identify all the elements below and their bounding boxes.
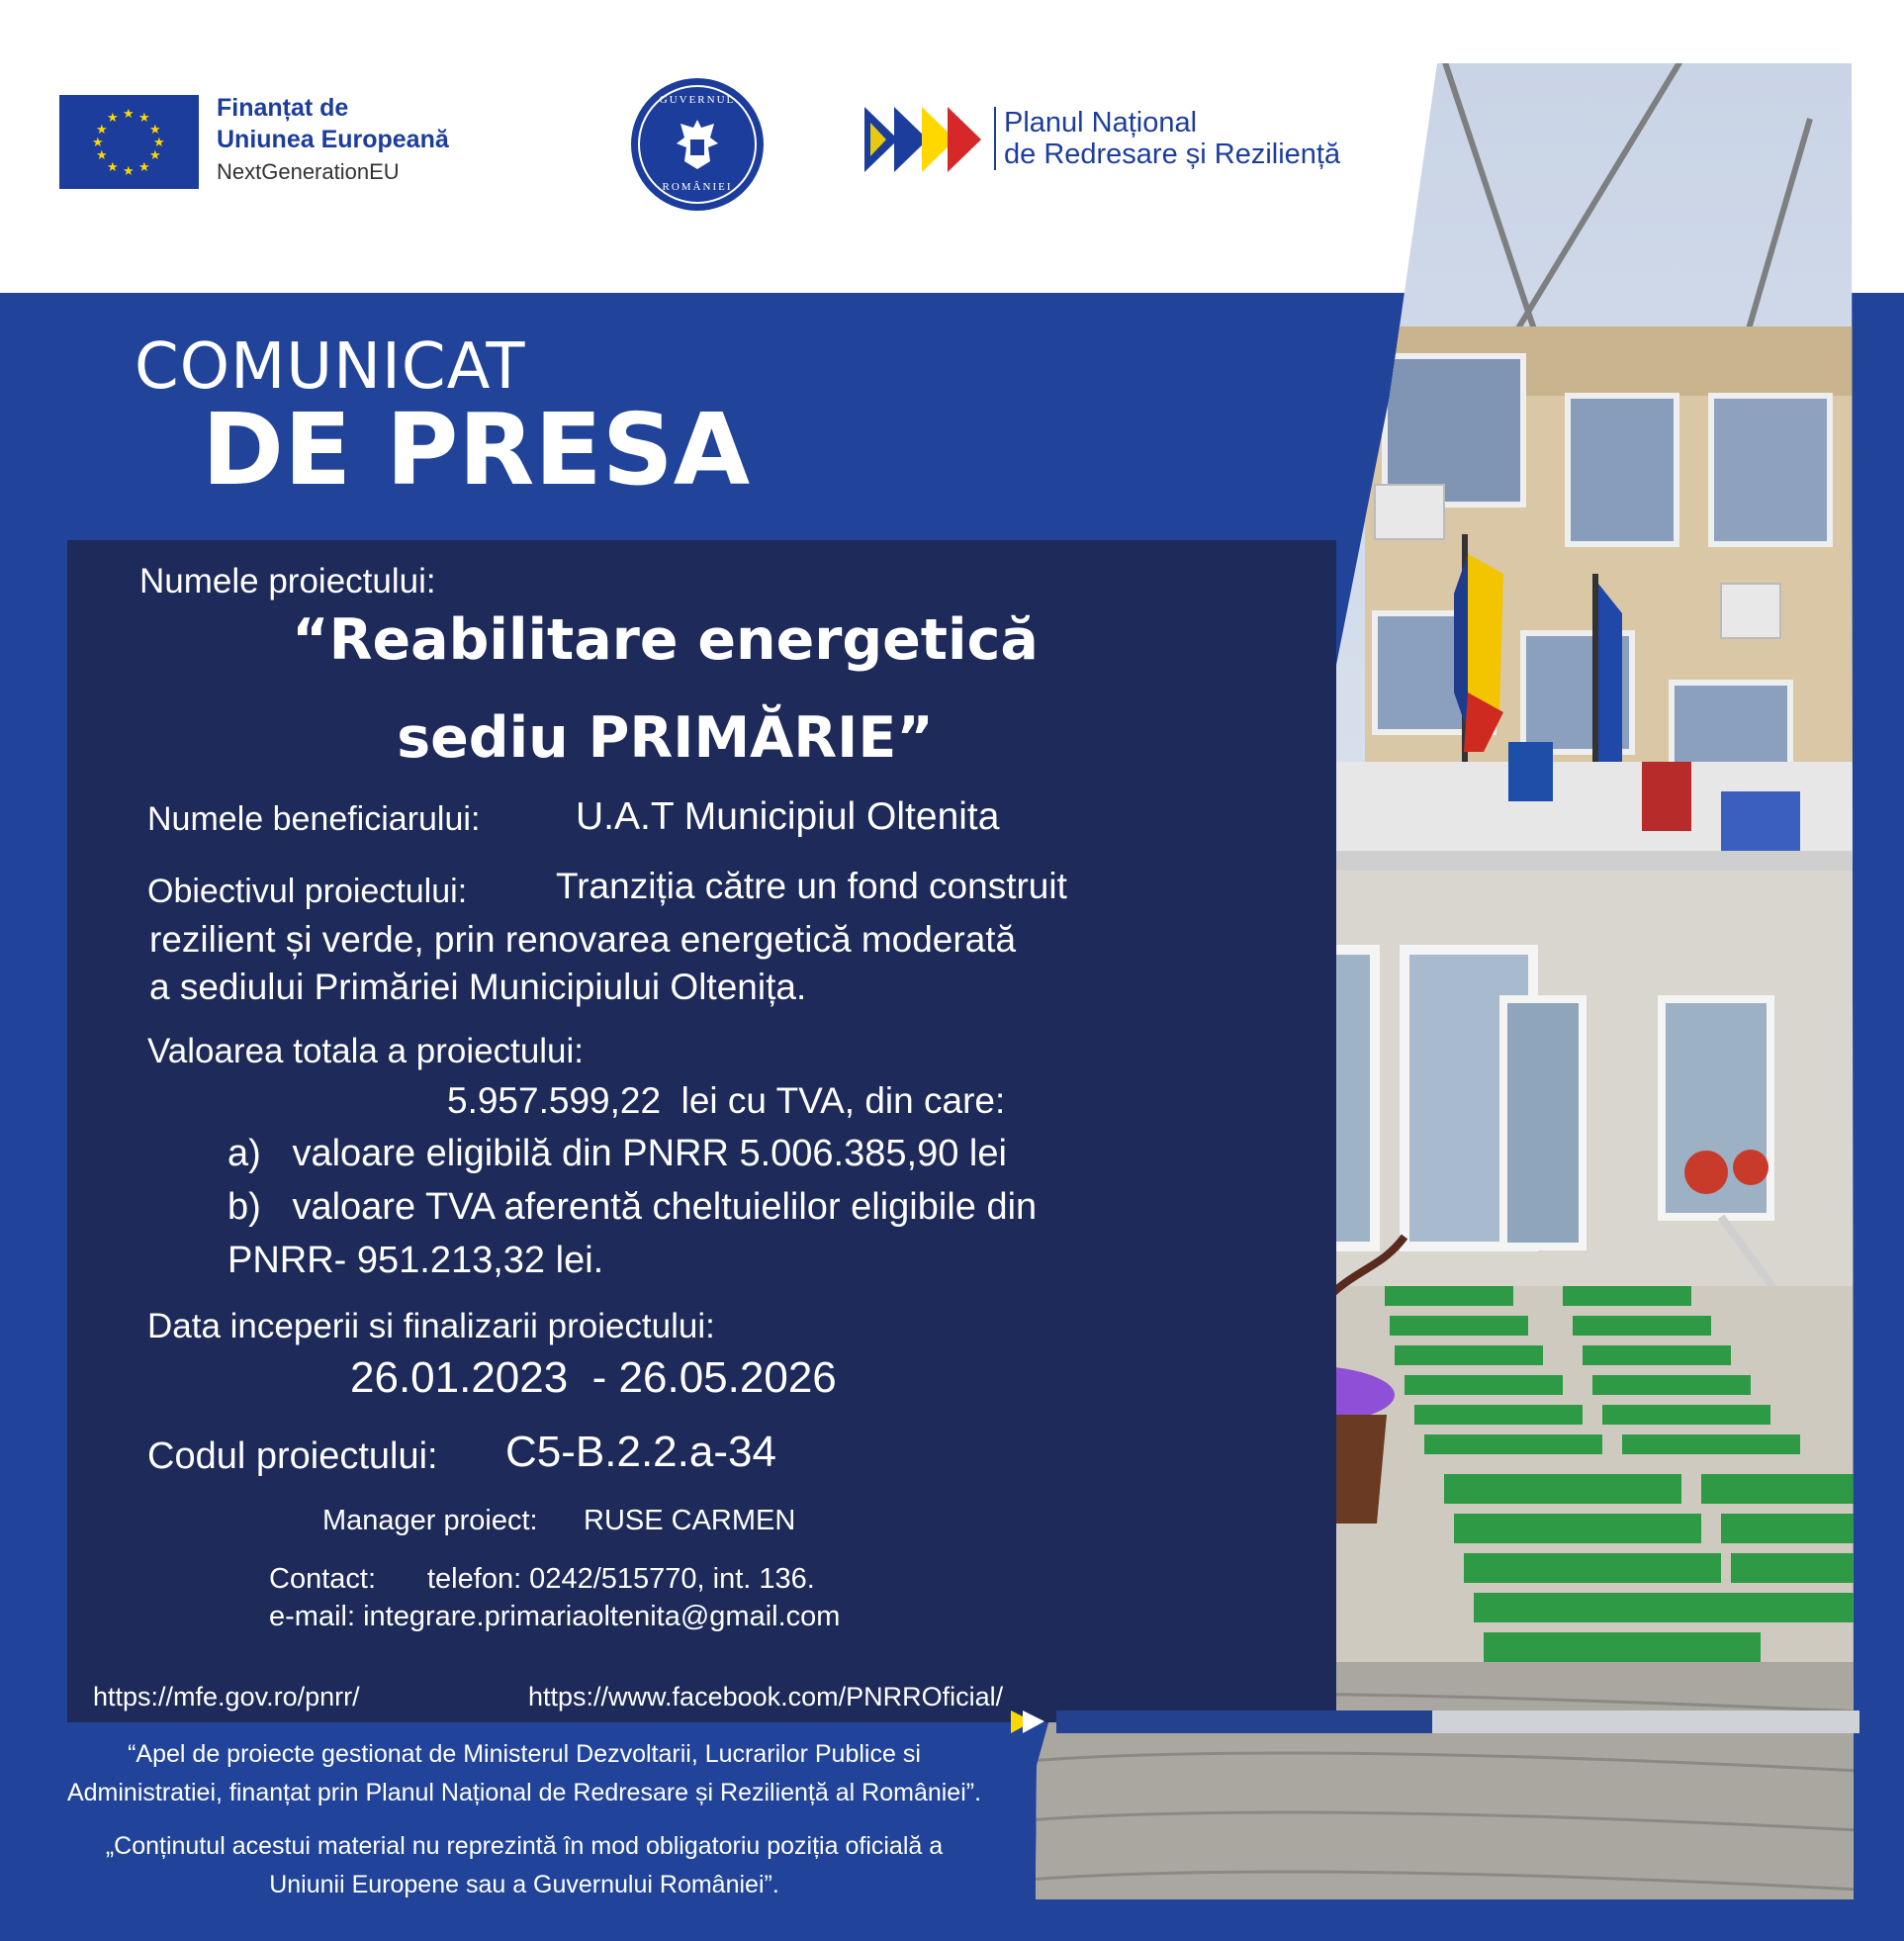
government-seal-logo (631, 78, 764, 211)
beneficiary-label: Numele beneficiarului: (147, 800, 481, 838)
beneficiary-value: U.A.T Municipiul Oltenita (576, 795, 1000, 838)
contact-phone: telefon: 0242/515770, int. 136. (427, 1563, 815, 1595)
project-name-label: Numele proiectului: (139, 562, 436, 601)
code-label: Codul proiectului: (147, 1435, 438, 1477)
eagle-icon (675, 118, 720, 171)
footer-line-1: “Apel de proiecte gestionat de Ministerul Dezvoltarii, Lucrarilor Publice si (128, 1740, 921, 1768)
code-value: C5-B.2.2.a-34 (505, 1428, 776, 1476)
value-vat-line-1: b) valoare TVA aferentă cheltuielilor eligibile din (227, 1186, 1038, 1228)
manager-value: RUSE CARMEN (584, 1505, 796, 1536)
footer-line-4: Uniunii Europene sau a Guvernului României”. (269, 1871, 779, 1898)
divider-bar-light (1432, 1710, 1859, 1733)
link-mfe[interactable]: https://mfe.gov.ro/pnrr/ (93, 1682, 360, 1711)
eu-flag-icon: ★ ★ ★ ★ ★ ★ ★ ★ ★ ★ ★ ★ (59, 95, 199, 189)
pnrr-line-1: Planul Național (1004, 107, 1198, 139)
project-name-line-2: sediu PRIMĂRIE” (397, 705, 934, 771)
eu-line-2: Uniunea Europeană (217, 126, 449, 153)
pnrr-line-2: de Redresare și Reziliență (1004, 139, 1341, 170)
arrow-icon (1011, 1710, 1056, 1733)
objective-line-3: a sediului Primăriei Municipiului Oltenița. (149, 967, 807, 1007)
footer-line-3: „Conținutul acestui material nu reprezintă în mod obligatoriu poziția oficială a (105, 1832, 944, 1860)
dates-label: Data inceperii si finalizarii proiectului: (147, 1307, 715, 1345)
value-vat-line-2: PNRR- 951.213,32 lei. (227, 1240, 604, 1281)
eu-funding-text (217, 92, 449, 189)
value-label: Valoarea totala a proiectului: (147, 1032, 585, 1070)
value-eligible: a) valoare eligibilă din PNRR 5.006.385,90 lei (227, 1133, 1007, 1174)
heading-de-presa: DE PRESA (202, 392, 751, 508)
value-total: 5.957.599,22 lei cu TVA, din care: (447, 1080, 1006, 1121)
footer-line-2: Administratiei, finanțat prin Planul Național de Redresare și Reziliență al României”. (66, 1779, 982, 1806)
contact-label: Contact: (269, 1563, 376, 1595)
link-facebook[interactable]: https://www.facebook.com/PNRROficial/ (528, 1682, 1004, 1711)
manager-label: Manager proiect: (322, 1505, 538, 1536)
seal-top-text: GUVERNUL (659, 94, 736, 106)
heading-comunicat: COMUNICAT (135, 330, 526, 404)
objective-line-1: Tranziția către un fond construit (556, 866, 1067, 906)
eu-line-1: Finanțat de (217, 94, 349, 122)
pnrr-title (994, 107, 1340, 170)
objective-label: Obiectivul proiectului: (147, 873, 468, 910)
seal-bottom-text: ROMÂNIEI (662, 181, 733, 193)
eu-line-3: NextGenerationEU (217, 159, 400, 184)
divider-bar-dark (1056, 1710, 1432, 1733)
objective-line-2: rezilient și verde, prin renovarea energetică moderată (149, 919, 1017, 960)
contact-email[interactable]: e-mail: integrare.primariaoltenita@gmail.com (269, 1601, 841, 1632)
project-name-line-1: “Reabilitare energetică (292, 607, 1039, 673)
dates-value: 26.01.2023 - 26.05.2026 (350, 1353, 837, 1402)
pnrr-arrows-icon (864, 105, 983, 174)
